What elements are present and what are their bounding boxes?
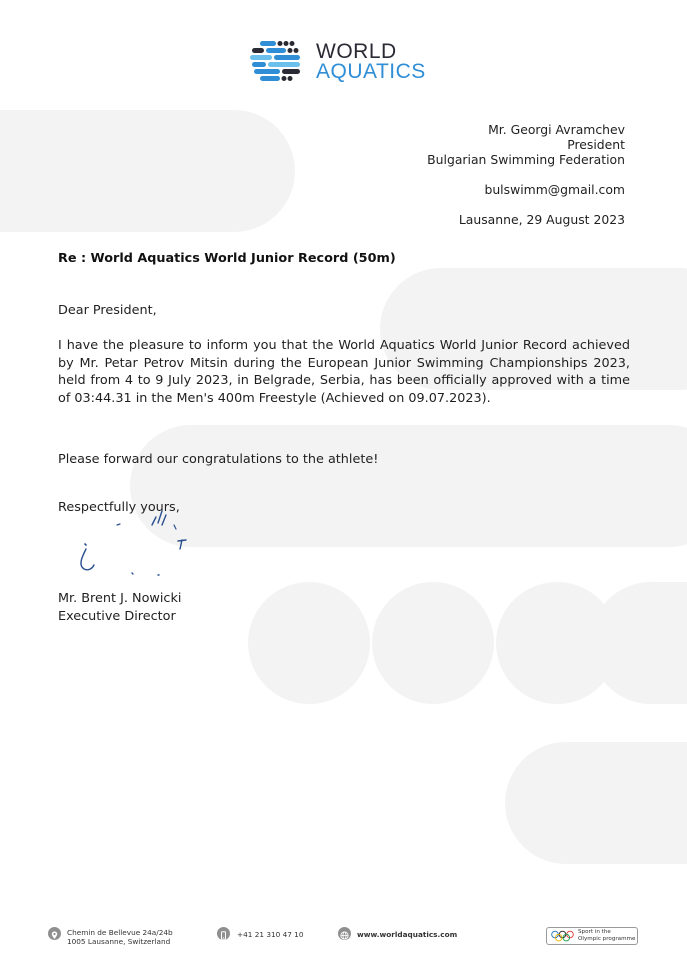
bg-circle	[372, 582, 494, 704]
signer-block	[58, 590, 181, 625]
world-aquatics-logo	[250, 38, 450, 88]
logo-word-world: WORLD	[316, 40, 397, 63]
letter-footer	[0, 920, 687, 960]
footer-phone[interactable]: +41 21 310 47 10	[237, 930, 304, 939]
bg-pill	[505, 742, 687, 864]
recipient-email[interactable]: bulswimm@gmail.com	[484, 182, 625, 197]
closing: Respectfully yours,	[58, 500, 180, 515]
olympic-text-line2: Olympic programme	[578, 936, 636, 942]
footer-website[interactable]: www.worldaquatics.com	[357, 930, 458, 939]
footer-address	[67, 928, 173, 946]
handwritten-signature	[70, 503, 200, 583]
recipient-organization: Bulgarian Swimming Federation	[427, 152, 625, 167]
recipient-block	[427, 122, 625, 227]
olympic-text-line1: Sport in the	[578, 929, 611, 935]
olympic-rings-icon	[549, 929, 577, 943]
location-pin-icon	[48, 927, 61, 940]
globe-icon	[338, 927, 351, 940]
olympic-programme-badge	[546, 927, 638, 945]
congratulations-paragraph: Please forward our congratulations to the athlete!	[58, 452, 379, 467]
body-paragraph: I have the pleasure to inform you that the World Aquatics World Junior Record achieved by Mr. Petar Petrov Mitsin during the European Junior Swimming Championships 2023, held from 4 to 9 July 2023, in Belgrade, Serbia, has been officially approved with a time of 03:44.31 in the Men's 400m Freestyle (Achieved on 09.07.2023).	[58, 338, 630, 406]
footer-address-line2: 1005 Lausanne, Switzerland	[67, 937, 171, 946]
phone-icon	[217, 927, 230, 940]
bg-pill	[590, 582, 687, 704]
letter-subject: Re : World Aquatics World Junior Record (50m)	[58, 251, 396, 266]
letter-place-date: Lausanne, 29 August 2023	[458, 212, 625, 227]
signer-name: Mr. Brent J. Nowicki	[58, 591, 182, 606]
footer-address-line1: Chemin de Bellevue 24a/24b	[67, 928, 173, 937]
bg-pill	[0, 110, 295, 232]
bg-pill	[130, 425, 687, 547]
world-aquatics-emblem-icon	[250, 38, 306, 88]
recipient-title: President	[567, 137, 625, 152]
bg-circle	[248, 582, 370, 704]
logo-word-aquatics: AQUATICS	[316, 60, 426, 83]
salutation: Dear President,	[58, 303, 157, 318]
recipient-name: Mr. Georgi Avramchev	[488, 122, 625, 137]
signer-title: Executive Director	[58, 608, 176, 624]
